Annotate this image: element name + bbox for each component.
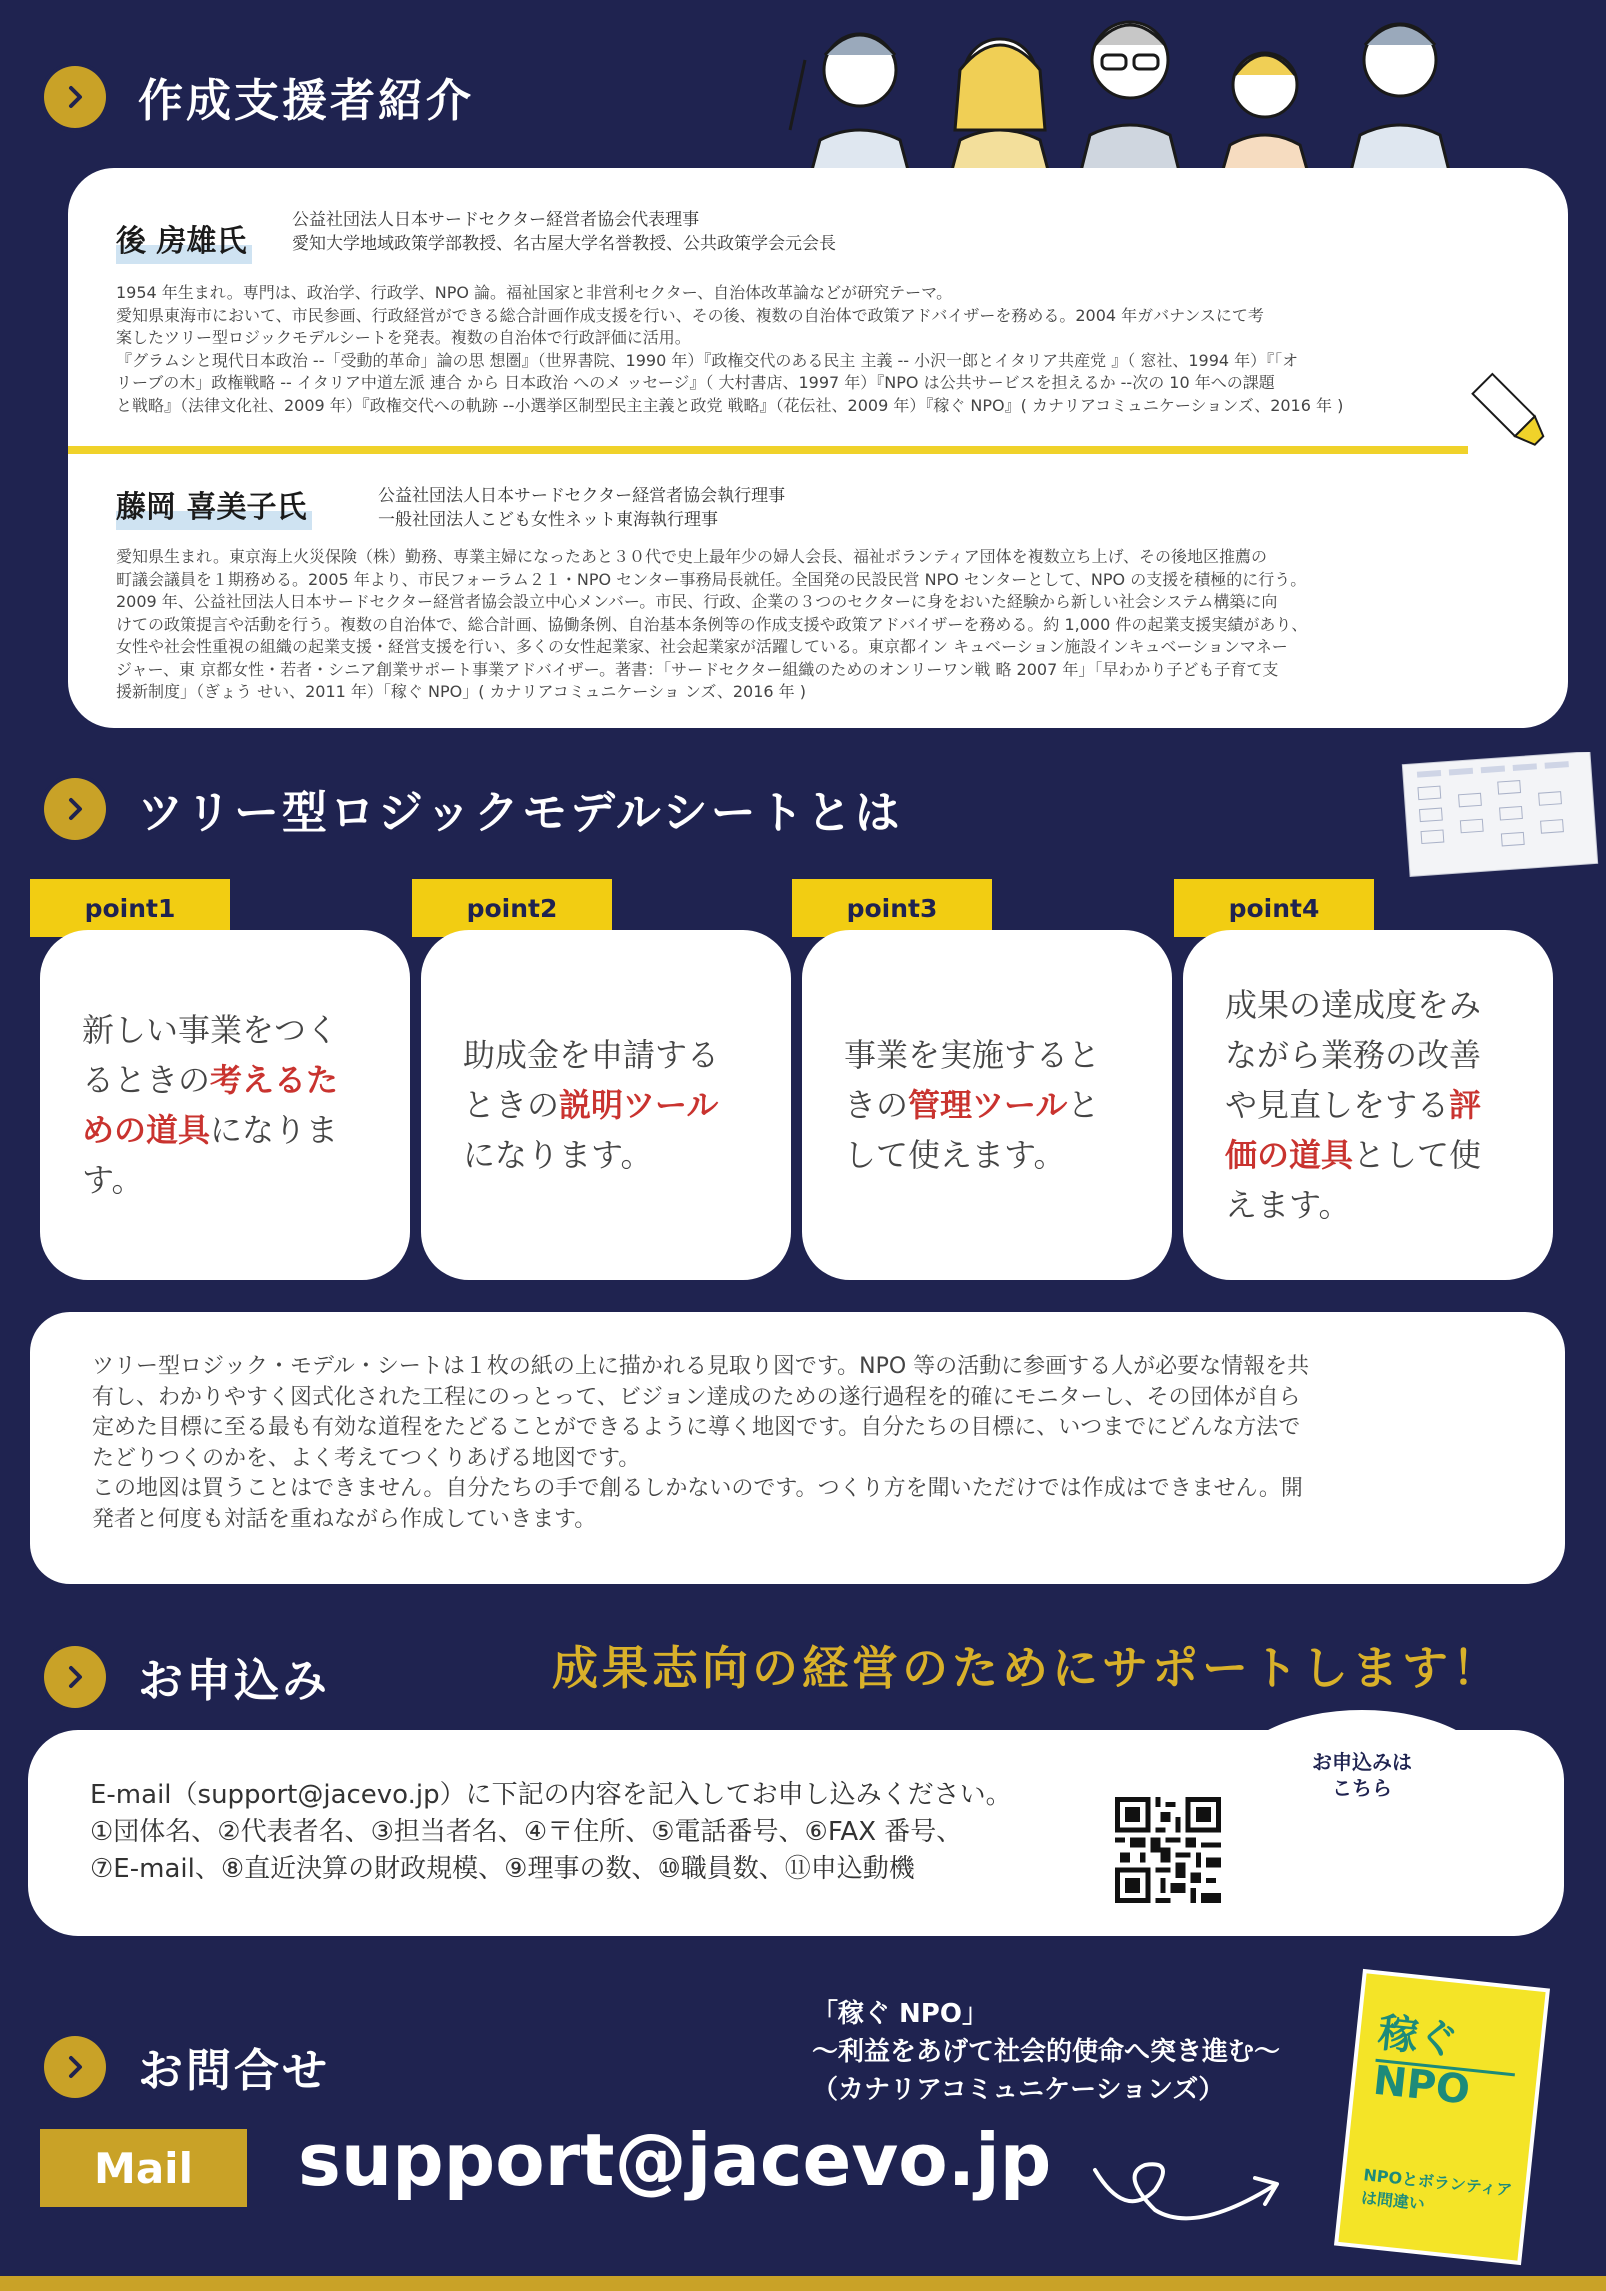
supporter-bio: [116, 546, 1546, 704]
chevron-right-icon: [44, 1646, 106, 1708]
bio-line: と戦略』（法律文化社、2009 年）『政権交代への軌跡 --小選挙区制型民主主義と政党 戦略』（花伝社、2009 年）『稼ぐ NPO』( カナリアコミュニケーションズ、2016 年 ): [116, 395, 1344, 415]
point-text-span: るときの: [82, 1061, 211, 1099]
description-line: 有し、わかりやすく図式化された工程にのっとって、ビジョン達成のための遂行過程を的確にモニターし、その団体が自ら: [92, 1384, 1301, 1410]
book-caption: [812, 1995, 1280, 2109]
bio-line: ジャー、東 京都女性・若者・シニア創業サポート事業アドバイザー。著書：「サードセクター組織のためのオンリーワン戦 略 2007 年」「早わかり子ども子育て支: [116, 659, 1279, 679]
description-line: 発者と何度も対話を重ねながら作成していきます。: [92, 1506, 597, 1532]
bubble-text: [1312, 1749, 1412, 1801]
description-line: この地図は買うことはできません。自分たちの手で創るしかないのです。つくり方を聞いただけでは作成はできません。開: [92, 1476, 1303, 1501]
point-text: [844, 1030, 1100, 1180]
apply-header: [44, 1644, 330, 1709]
point-emphasis: 説明ツール: [559, 1086, 719, 1124]
point-box: [40, 930, 410, 1280]
bubble-line: こちら: [1332, 1776, 1392, 1800]
book-caption-line: 「稼ぐ NPO」: [812, 1999, 988, 2029]
description-line: ツリー型ロジック・モデル・シートは１枚の紙の上に描かれる見取り図です。NPO 等の活動に参画する人が必要な情報を共: [92, 1354, 1310, 1379]
point-text-span: ながら業務の改善: [1225, 1036, 1482, 1074]
book-caption-line: （カナリアコミュニケーションズ）: [812, 2075, 1225, 2105]
point-text-span: 新しい事業をつく: [82, 1011, 339, 1049]
contact-email-link[interactable]: support@jacevo.jp: [298, 2118, 1052, 2202]
description-line: たどりつくのかを、よく考えてつくりあげる地図です。: [92, 1445, 641, 1471]
point-box: [802, 930, 1172, 1280]
apply-line: E-mail（support@jacevo.jp）に下記の内容を記入してお申し込みください。: [90, 1780, 1012, 1810]
section-title: 作成支援者紹介: [138, 74, 475, 127]
point-text: [1225, 980, 1481, 1230]
chevron-right-icon: [44, 2036, 106, 2098]
contact-header: [44, 2034, 330, 2099]
point-text-span: になります。: [463, 1136, 653, 1174]
apply-instructions: [90, 1777, 1012, 1888]
bottom-strip: [0, 2276, 1606, 2291]
section-title: ツリー型ロジックモデルシートとは: [138, 786, 903, 839]
logic-sheet-thumbnail: [1400, 752, 1600, 877]
book-cover-subtitle: NPOとボランティアは問違い: [1360, 2165, 1514, 2214]
bio-line: 愛知県生まれ。東京海上火災保険（株）勤務、専業主婦になったあと３０代で史上最年少の婦人会長、福祉ボランティア団体を複数立ち上げ、その後地区推薦の: [116, 547, 1268, 566]
bio-line: 援新制度」（ぎょう せい、2011 年）「稼ぐ NPO」( カナリアコミュニケーショ ンズ、2016 年 ): [116, 682, 806, 701]
supporter-role: 一般社団法人こども女性ネット東海執行理事: [378, 510, 718, 530]
bio-line: 愛知県東海市において、市民参画、行政経営ができる総合計画作成支援を行い、その後、複数の自治体で政策アドバイザーを務める。2004 年ガバナンスにて考: [116, 305, 1264, 325]
point-emphasis: 管理ツール: [908, 1086, 1068, 1124]
point-tag: point3: [792, 879, 992, 937]
point-emphasis: めの道具: [82, 1111, 211, 1149]
bio-line: 1954 年生まれ。専門は、政治学、行政学、NPO 論。福祉国家と非営利セクター、自治体改革論などが研究テーマ。: [116, 283, 953, 302]
point-box: [1183, 930, 1553, 1280]
point-tag: point4: [1174, 879, 1374, 937]
apply-line: ⑦E-mail、⑧直近決算の財政規模、⑨理事の数、⑩職員数、⑪申込動機: [90, 1854, 915, 1884]
point-tag: point1: [30, 879, 230, 937]
qr-code[interactable]: [1115, 1795, 1221, 1905]
apply-line: ①団体名、②代表者名、③担当者名、④〒住所、⑤電話番号、⑥FAX 番号、: [90, 1817, 963, 1847]
bio-line: けての政策提言や活動を行う。複数の自治体で、総合計画、協働条例、自治基本条例等の作成支援や政策アドバイザーを務める。約 1,000 件の起業支援実績があり、: [116, 614, 1308, 634]
highlighter-pen-icon: [1470, 370, 1560, 460]
bio-line: 案したツリー型ロジックモデルシートを発表。複数の自治体で行政評価に活用。: [116, 328, 691, 347]
book-cover-title: 稼ぐNPO: [1371, 2010, 1473, 2114]
chevron-right-icon: [44, 778, 106, 840]
chevron-right-icon: [44, 66, 106, 128]
supporter-roles: [378, 484, 785, 532]
bio-line: 女性や社会性重視の組織の起業支援・経営支援を行い、多くの女性起業家、社会起業家が活躍している。東京都イン キュベーション施設インキュベーションマネー: [116, 637, 1288, 656]
point-text-span: えます。: [1225, 1186, 1351, 1224]
bio-line: 2009 年、公益社団法人日本サードセクター経営者協会設立中心メンバー。市民、行政、企業の３つのセクターに身をおいた経験から新しい社会システム構築に向: [116, 592, 1278, 611]
point-emphasis: 考えるた: [210, 1061, 339, 1099]
book-cover: [1338, 1973, 1545, 2260]
supporters-header: [44, 64, 474, 129]
supporter-roles: [292, 208, 836, 256]
point-box: [421, 930, 791, 1280]
bubble-line: お申込みは: [1312, 1750, 1412, 1774]
point-tag: point2: [412, 879, 612, 937]
section-title: お申込み: [138, 1654, 331, 1707]
mail-label: Mail: [40, 2129, 247, 2207]
point-text-span: として使: [1353, 1136, 1482, 1174]
supporter-name: 後 房雄氏: [116, 216, 252, 264]
bio-line: リーブの木」政権戦略 -- イタリア中道左派 連合 から 日本政治 へのメ ッセージ』（ 大村書店、1997 年）『NPO は公共サービスを担えるか --次の 10 年への課題: [116, 373, 1275, 392]
point-text: [463, 1030, 719, 1180]
point-text: [82, 1005, 338, 1205]
point-text-span: きの: [844, 1086, 909, 1124]
section-divider: [68, 446, 1468, 454]
point-text-span: になりま: [210, 1111, 339, 1149]
point-text-span: 成果の達成度をみ: [1225, 986, 1482, 1024]
supporter-name: 藤岡 喜美子氏: [116, 482, 312, 530]
point-text-span: ときの: [463, 1086, 560, 1124]
apply-here-bubble: [1232, 1710, 1492, 1840]
point-text-span: 事業を実施すると: [844, 1036, 1101, 1074]
bio-line: 『グラムシと現代日本政治 --「受動的革命」論の思 想圏』（世界書院、1990 年）『政権交代のある民主 主義 -- 小沢一郎とイタリア共産党 』（ 窓社、1994 年）『「オ: [116, 350, 1299, 370]
slogan: 成果志向の経営のためにサポートします！: [552, 1641, 1502, 1695]
swirl-arrow-icon: [1085, 2130, 1305, 2240]
description-line: 定めた目標に至る最も有効な道程をたどることができるように導く地図です。自分たちの目標に、いつまでにどんな方法で: [92, 1415, 1301, 1440]
supporter-role: 愛知大学地域政策学部教授、名古屋大学名誉教授、公共政策学会元会長: [292, 234, 836, 254]
supporter-role: 公益社団法人日本サードセクター経営者協会代表理事: [292, 210, 700, 230]
supporter-role: 公益社団法人日本サードセクター経営者協会執行理事: [378, 486, 786, 506]
point-text-span: す。: [82, 1161, 144, 1199]
point-emphasis: 評: [1449, 1086, 1482, 1124]
section-title: お問合せ: [138, 2044, 331, 2097]
point-text-span: や見直しをする: [1225, 1086, 1450, 1124]
point-emphasis: 価の道具: [1225, 1136, 1354, 1174]
point-text-span: と: [1067, 1086, 1100, 1124]
book-caption-line: ～利益をあげて社会的使命へ突き進む～: [812, 2037, 1281, 2067]
point-text-span: して使えます。: [844, 1136, 1066, 1174]
point-text-span: 助成金を申請する: [463, 1036, 720, 1074]
logic-header: [44, 776, 903, 841]
description-text: [92, 1352, 1532, 1535]
bio-line: 町議会議員を１期務める。2005 年より、市民フォーラム２１・NPO センター事務局長就任。全国発の民設民営 NPO センターとして、NPO の支援を積極的に行う。: [116, 569, 1307, 589]
supporter-bio: [116, 282, 1536, 417]
